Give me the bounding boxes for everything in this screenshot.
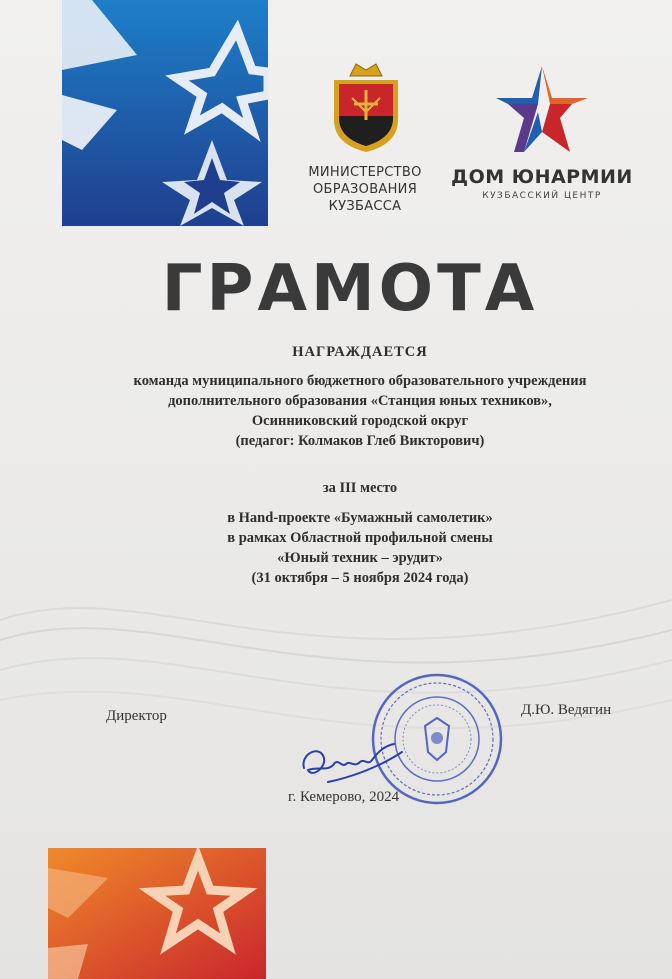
recipient-line-1: команда муниципального бюджетного образовательного учреждения <box>133 373 587 389</box>
city-and-year: г. Кемерово, 2024 <box>288 789 400 805</box>
recipient-line-2: дополнительного образования «Станция юных техников», <box>168 393 552 409</box>
blue-star-corner-decoration <box>62 0 268 226</box>
orange-star-corner-decoration <box>48 848 266 979</box>
project-line-1: в Hand-проекте «Бумажный самолетик» <box>227 510 493 526</box>
signatory-name: Д.Ю. Ведягин <box>521 702 612 718</box>
kuzbass-coat-of-arms-emblem <box>328 58 404 154</box>
recipient-line-4: (педагог: Колмаков Глеб Викторович) <box>235 433 485 449</box>
yunarmia-star-logo-icon <box>494 64 590 156</box>
project-line-2: в рамках Областной профильной смены <box>227 530 493 546</box>
recipient-line-3: Осинниковский городской округ <box>251 413 469 429</box>
recipient-block <box>60 371 660 451</box>
project-line-4: (31 октября – 5 ноября 2024 года) <box>251 570 469 586</box>
awarded-label: НАГРАЖДАЕТСЯ <box>292 344 428 360</box>
certificate-title: ГРАМОТА <box>161 252 539 326</box>
project-line-3: «Юный техник – эрудит» <box>277 550 443 566</box>
place-text: за III место <box>322 480 398 496</box>
yunarmia-name: ДОМ ЮНАРМИИ <box>451 166 633 188</box>
project-block <box>60 508 660 588</box>
ministry-logo-text <box>300 164 430 215</box>
ministry-line-1: МИНИСТЕРСТВО <box>308 165 422 180</box>
signatory-role: Директор <box>106 708 167 724</box>
ministry-line-3: КУЗБАССА <box>328 199 402 214</box>
yunarmia-subtitle: КУЗБАССКИЙ ЦЕНТР <box>482 191 602 201</box>
ministry-line-2: ОБРАЗОВАНИЯ <box>312 182 418 197</box>
handwritten-signature <box>298 738 408 790</box>
